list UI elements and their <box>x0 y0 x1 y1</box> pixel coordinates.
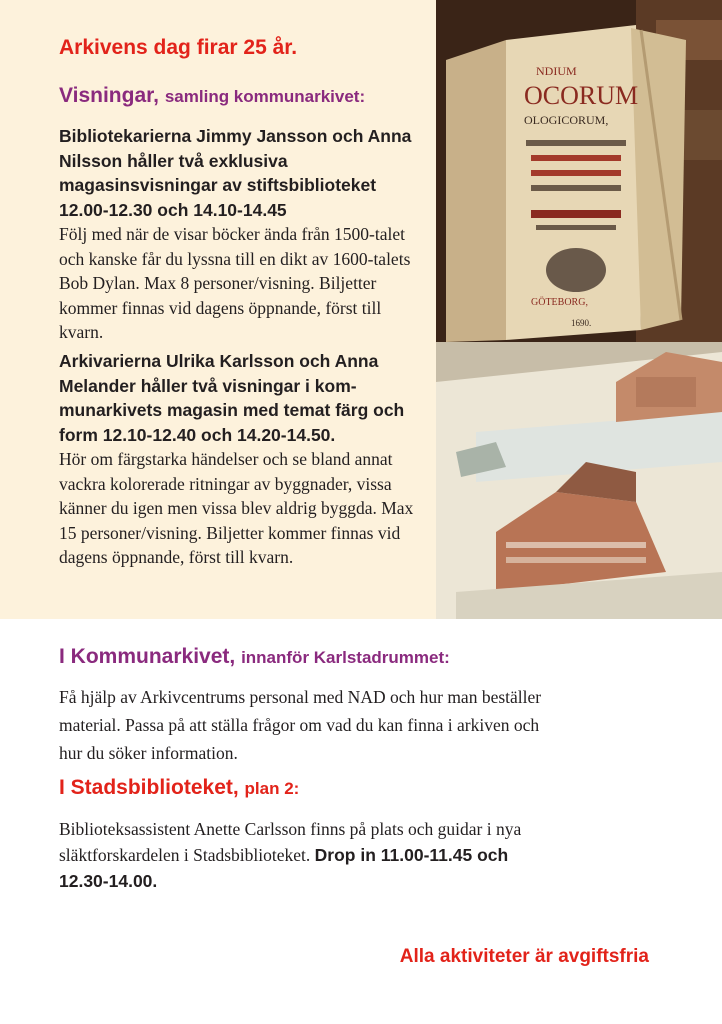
block2-body: Hör om färgstarka händelser och se bland annat vackra kolorerade ritningar av byggnader, vissa känner du igen men vissa blev aldrig byggda. Max 15 personer/visning. Biljetter kommer finnas vid dagens öppnande, först till kvarn. <box>59 449 414 567</box>
old-book-illustration <box>436 0 722 342</box>
stadsbiblioteket-body: Biblioteksassistent Anette Carlsson finns på plats och guidar i nya släktforskardelen i Stadsbiblioteket. <box>59 819 522 865</box>
stiftsbibliotek-visning <box>59 124 429 345</box>
architecture-drawing-photo <box>436 342 722 619</box>
book-line-5: 1690. <box>571 318 592 328</box>
book-line-4: GÖTEBORG, <box>531 297 588 308</box>
stadsbiblioteket-text <box>59 816 559 894</box>
kommunarkivet-subtitle: innanför Karlstadrummet: <box>241 648 450 667</box>
stadsbiblioteket-drop-in: Drop in 11.00-11.45 och 12.30-14.00. <box>59 845 509 891</box>
stadsbiblioteket-title: I Stadsbiblioteket, <box>59 776 239 799</box>
block1-body: Följ med när de visar böcker ända från 1500-talet och kanske får du lyssna till en dikt av 1600-talets Bob Dylan. Max 8 personer/visning. Biljetter kommer finnas vid dagens öppnande, först till kvarn. <box>59 224 411 342</box>
block2-lead: Arkivarierna Ulrika Karlsson och Anna Melander håller två visningar i kommunarkivets magasin med temat färg och form 12.10-12.40 och 14.20-14.50. <box>59 351 405 445</box>
visningar-subtitle: samling kommunarkivet: <box>164 87 366 106</box>
stadsbiblioteket-heading <box>59 776 299 800</box>
block1-lead: Bibliotekarierna Jimmy Jansson och Anna Nilsson håller två exklusiva magasinsvisningar av stiftsbiblioteket 12.00-12.30 och 14.10-14.45 <box>59 126 412 220</box>
old-book-photo <box>436 0 722 342</box>
book-line-3: OLOGICORUM, <box>524 113 609 127</box>
free-admission-note: Alla aktiviteter är avgiftsfria <box>399 946 649 967</box>
kommunarkivet-heading <box>59 645 450 669</box>
kommunarkiv-visning <box>59 349 429 570</box>
book-line-1: NDIUM <box>536 64 577 78</box>
page-title: Arkivens dag firar 25 år. <box>59 36 298 59</box>
kommunarkivet-title: I Kommunarkivet, <box>59 645 236 668</box>
kommunarkivet-text: Få hjälp av Arkivcentrums personal med NAD och hur man beställer material. Passa på att ställa frågor om vad du kan finna i arkiven och hur du söker information. <box>59 687 542 763</box>
book-line-2: OCORUM <box>524 81 639 110</box>
visningar-heading <box>59 84 365 108</box>
architecture-drawing-illustration <box>436 342 722 619</box>
visningar-title: Visningar, <box>59 84 159 107</box>
stadsbiblioteket-subtitle: plan 2: <box>244 779 300 798</box>
